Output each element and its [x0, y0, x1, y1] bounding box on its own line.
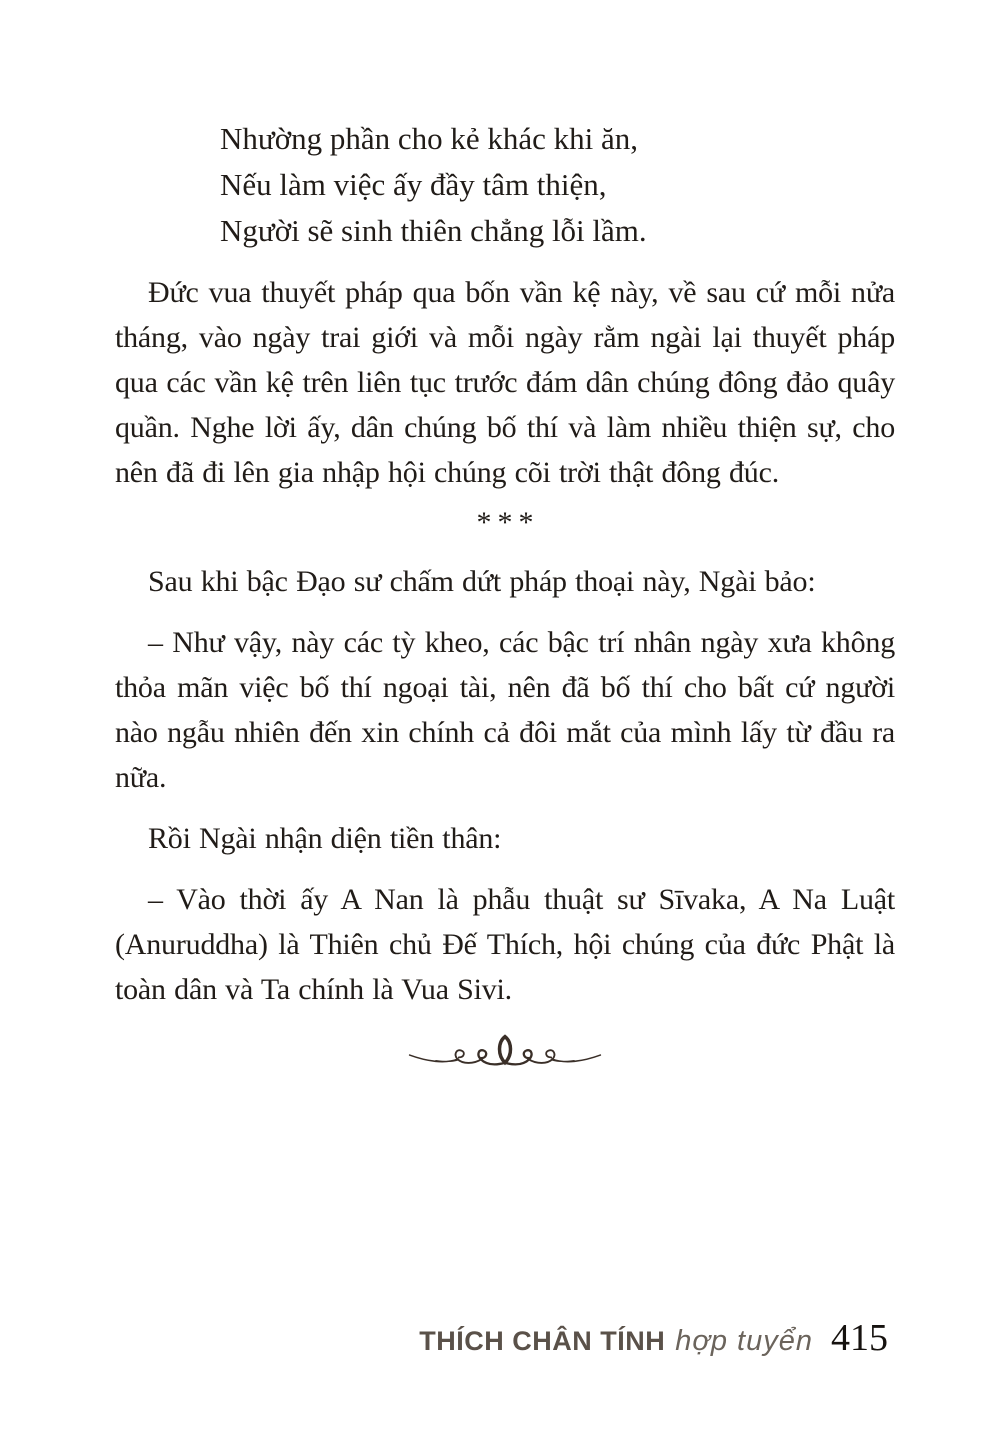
flourish-ornament-icon [115, 1032, 895, 1077]
paragraph-master-speaks: Sau khi bậc Đạo sư chấm dứt pháp thoại này, Ngài bảo: [148, 565, 816, 598]
page-footer [419, 1316, 888, 1360]
paragraph-identification-intro: Rồi Ngài nhận diện tiền thân: [148, 822, 502, 855]
page-content [115, 0, 895, 1077]
paragraph-bhikkhus-lesson: – Như vậy, này các tỳ kheo, các bậc trí nhân ngày xưa không thỏa mãn việc bố thí ngoại tài, nên đã bố thí cho bất cứ người nào ngẫu nhiên đến xin chính cả đôi mắt của mình lấy từ đầu ra nữa. [115, 626, 895, 794]
paragraph-king-preaching: Đức vua thuyết pháp qua bốn vần kệ này, về sau cứ mỗi nửa tháng, vào ngày trai giới và mỗi ngày rằm ngài lại thuyết pháp qua các vần kệ trên liên tục trước đám dân chúng đông đảo quây quần. Nghe lời ấy, dân chúng bố thí và làm nhiều thiện sự, cho nên đã đi lên gia nhập hội chúng cõi trời thật đông đúc. [115, 276, 895, 489]
paragraph-identification: – Vào thời ấy A Nan là phẫu thuật sư Sīvaka, A Na Luật (Anuruddha) là Thiên chủ Đế Thích, hội chúng của đức Phật là toàn dân và Ta chính là Vua Sivi. [115, 883, 895, 1006]
page-number: 415 [831, 1317, 888, 1359]
verse-line-2: Nếu làm việc ấy đầy tâm thiện, [220, 167, 607, 202]
verse-line-1: Nhường phần cho kẻ khác khi ăn, [220, 121, 639, 156]
verse-line-3: Người sẽ sinh thiên chẳng lỗi lầm. [220, 213, 647, 248]
footer-author-name: THÍCH CHÂN TÍNH [419, 1326, 666, 1356]
asterisk-separator: *** [476, 506, 540, 539]
verse-block [220, 116, 895, 254]
footer-collection-title: hợp tuyển [675, 1325, 813, 1357]
